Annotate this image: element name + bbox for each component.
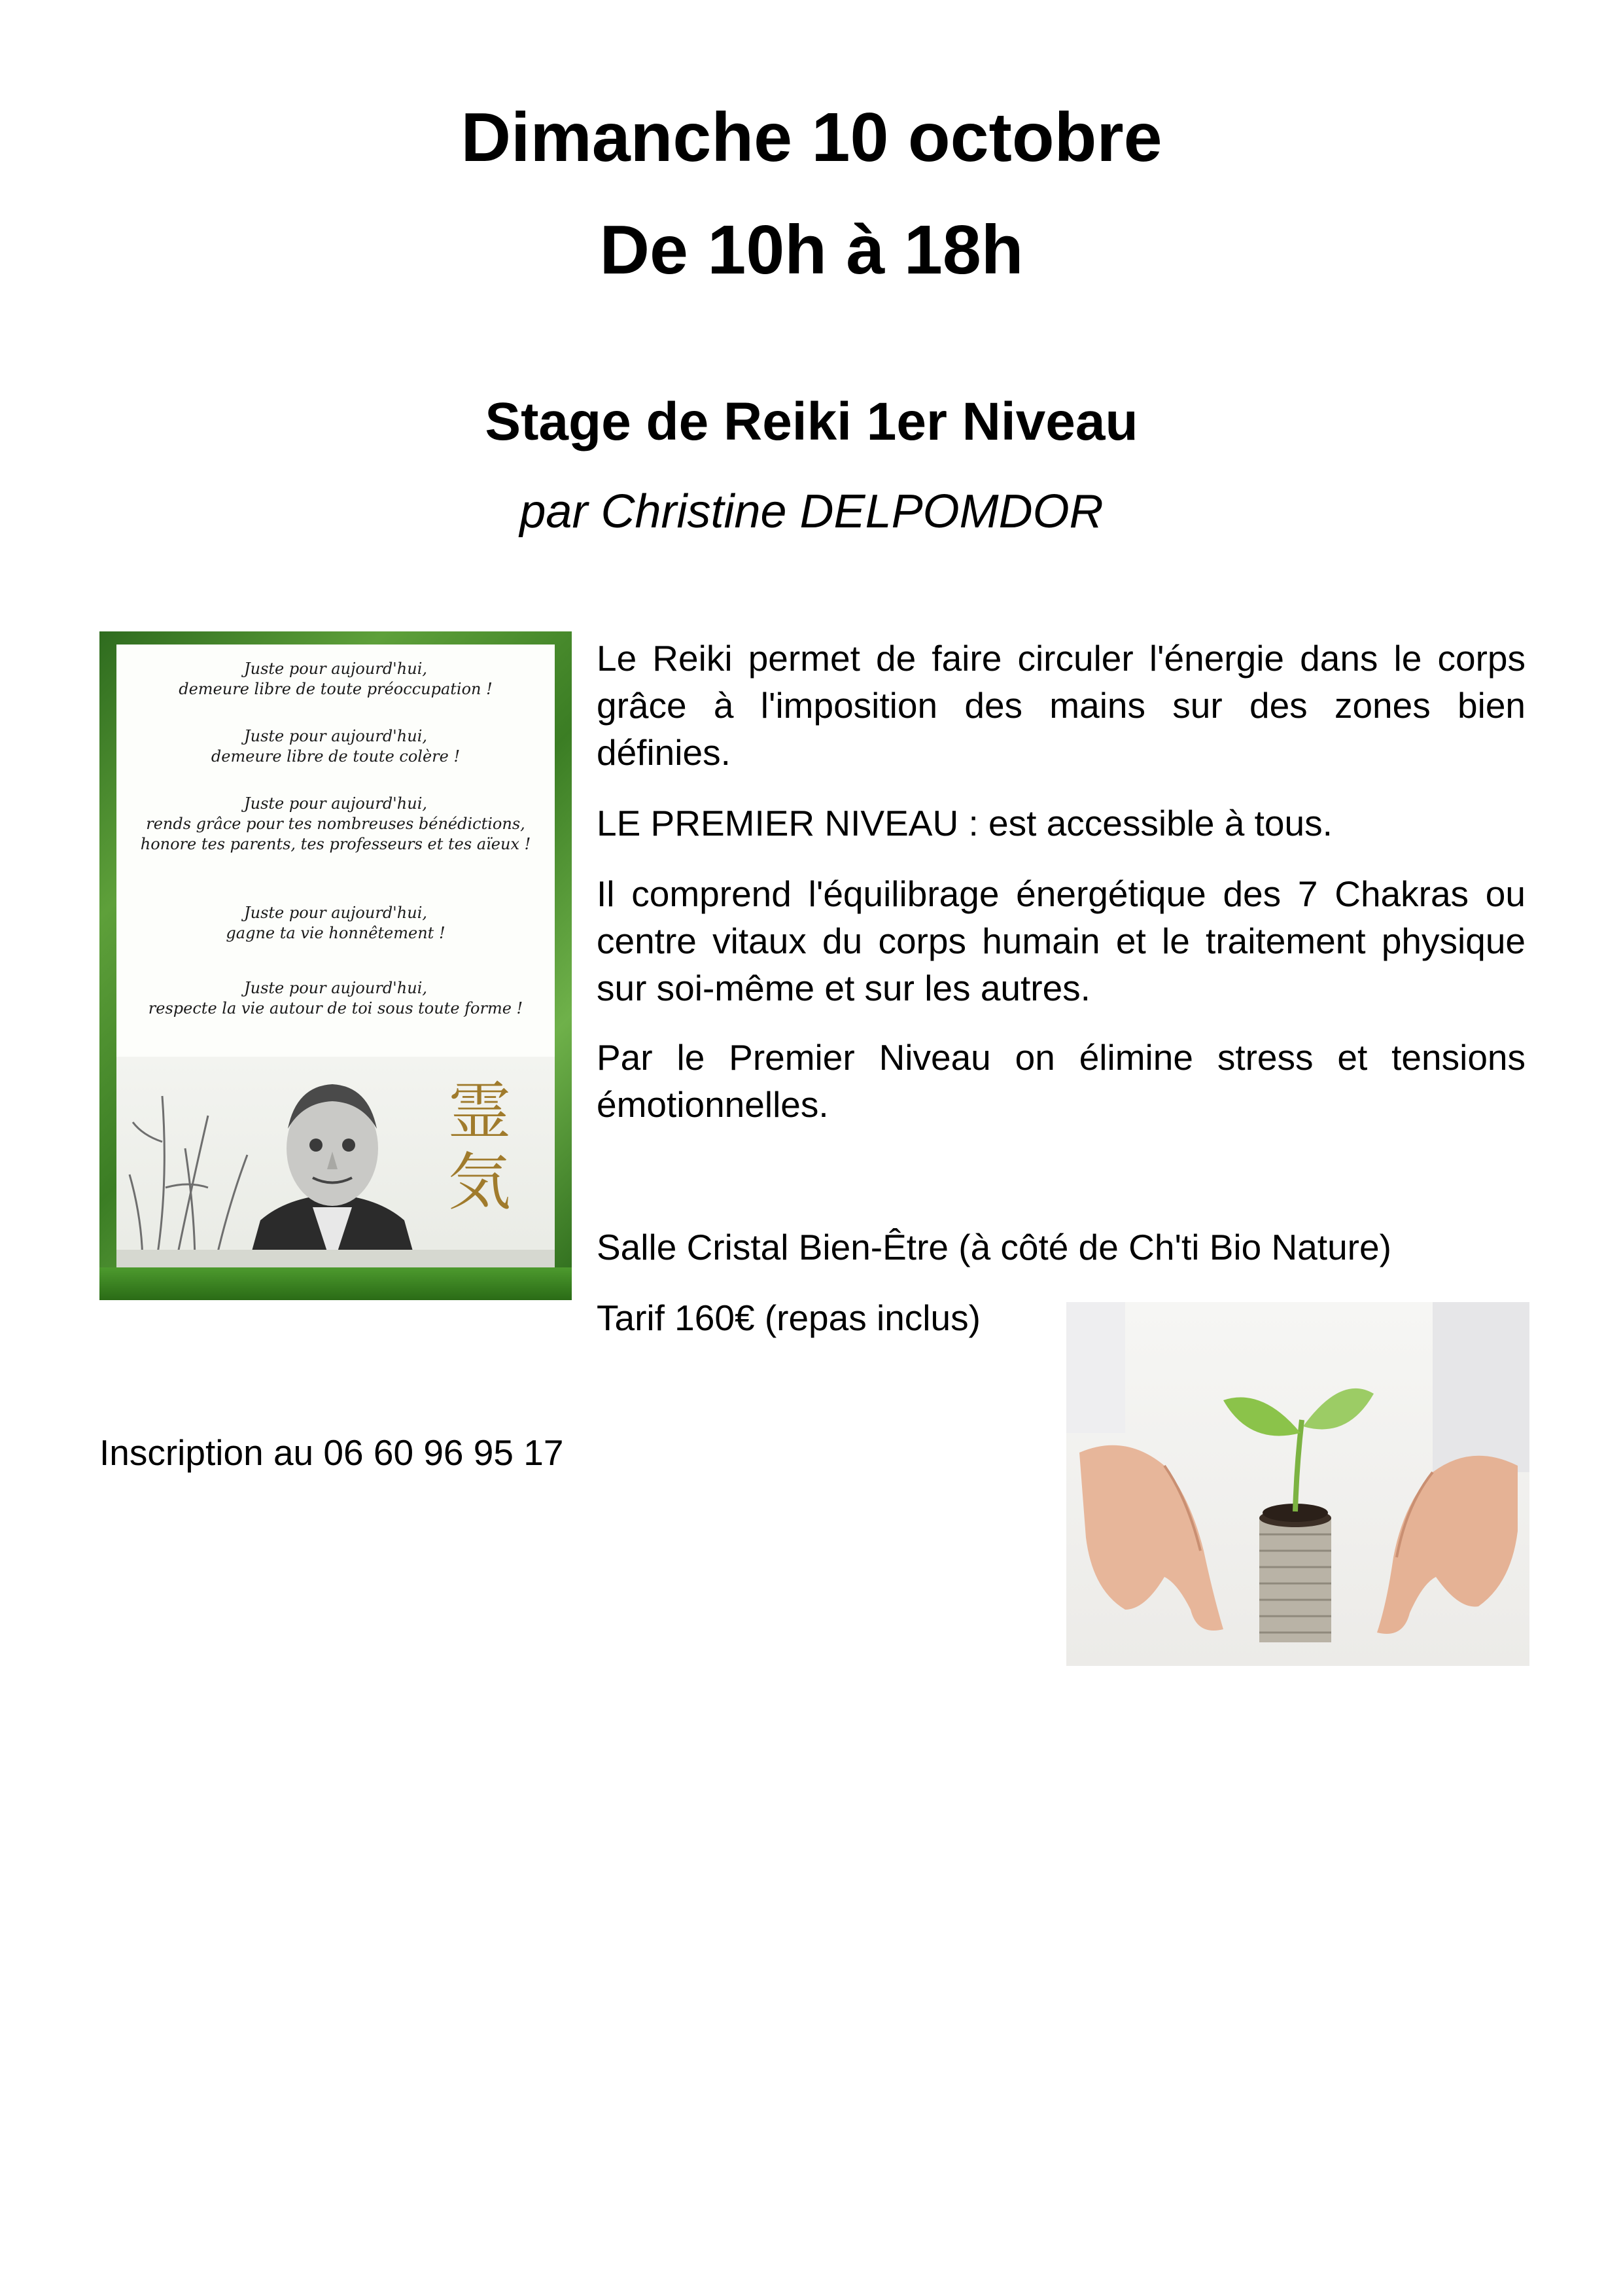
poem-line: demeure libre de toute préoccupation ! bbox=[179, 680, 493, 698]
poem-line: Juste pour aujourd'hui, bbox=[243, 794, 427, 813]
venue-text: Salle Cristal Bien-Être (à côté de Ch'ti Bio Nature) bbox=[597, 1227, 1391, 1267]
poem-line: honore tes parents, tes professeurs et tes aïeux ! bbox=[140, 835, 531, 853]
poem-line: gagne ta vie honnêtement ! bbox=[226, 924, 445, 942]
event-title: Stage de Reiki 1er Niveau bbox=[485, 392, 1138, 451]
portrait-area bbox=[116, 1057, 555, 1267]
poem-line: demeure libre de toute colère ! bbox=[211, 747, 461, 766]
poem-line: Juste pour aujourd'hui, bbox=[243, 660, 427, 678]
price-text: Tarif 160€ (repas inclus) bbox=[597, 1298, 981, 1338]
poem-line: Juste pour aujourd'hui, bbox=[243, 904, 427, 922]
coin-stack bbox=[1259, 1504, 1331, 1642]
portrait-figure bbox=[247, 1084, 417, 1267]
hands-plant-illustration bbox=[1066, 1302, 1529, 1666]
poem-card-inner bbox=[116, 645, 555, 1267]
reiki-principles-image bbox=[99, 631, 572, 1300]
poem-line: Juste pour aujourd'hui, bbox=[243, 979, 427, 997]
description-paragraph-4: Par le Premier Niveau on élimine stress et tensions émotionnelles. bbox=[597, 1037, 1526, 1125]
instructor-name: par Christine DELPOMDOR bbox=[519, 486, 1104, 538]
event-time: De 10h à 18h bbox=[599, 211, 1024, 289]
poem-stanza-3 bbox=[116, 794, 555, 855]
poem-stanza-2 bbox=[116, 726, 555, 767]
inscription-phone: Inscription au 06 60 96 95 17 bbox=[99, 1432, 564, 1473]
reiki-kanji: 霊気 bbox=[448, 1075, 511, 1219]
description-paragraph-2: LE PREMIER NIVEAU : est accessible à tous. bbox=[597, 803, 1333, 843]
hands-plant-image bbox=[1066, 1302, 1529, 1666]
description-paragraph-3: Il comprend l'équilibrage énergétique des 7 Chakras ou centre vitaux du corps humain et le traitement physique sur soi-même et sur les autres. bbox=[597, 874, 1526, 1008]
poem-line: respecte la vie autour de toi sous toute forme ! bbox=[148, 999, 523, 1017]
poem-stanza-4 bbox=[116, 903, 555, 944]
poem-stanza-1 bbox=[116, 659, 555, 699]
poem-line: rends grâce pour tes nombreuses bénédictions, bbox=[146, 815, 525, 833]
poem-line: Juste pour aujourd'hui, bbox=[243, 727, 427, 745]
poem-stanza-5 bbox=[116, 978, 555, 1019]
sprout bbox=[1223, 1388, 1374, 1511]
grass-border bbox=[99, 1267, 572, 1300]
event-date: Dimanche 10 octobre bbox=[461, 99, 1162, 176]
description-paragraph-1: Le Reiki permet de faire circuler l'énergie dans le corps grâce à l'imposition des mains sur des zones bien définies. bbox=[597, 638, 1526, 773]
grass-drawing bbox=[130, 1096, 247, 1266]
